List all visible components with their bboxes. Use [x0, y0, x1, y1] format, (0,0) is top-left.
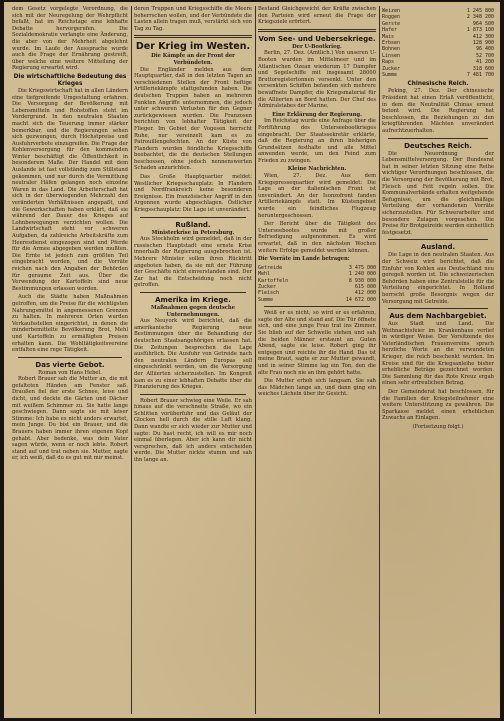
feuilleton-title: Das vierte Gebot. [35, 360, 105, 369]
newspaper-page [4, 2, 500, 718]
table-cell-label: Linsen [382, 52, 401, 59]
table-cell-value: 412 000 [354, 290, 376, 297]
table-cell-label: Erbsen [382, 40, 401, 47]
table-cell-value: 7 481 700 [466, 72, 494, 79]
section-heading: Aus dem Nachbargebiet. [389, 312, 487, 321]
table-cell-value: 96 400 [475, 46, 494, 53]
article-paragraph: Aus Stadt und Land. Die Weihnachtsfeier im Krankenhaus verlief in würdiger Weise. Der Vorsitzende des Vaterländischen Frauenvereins sprach herzliche Worte an die verwundeten Krieger, die reich beschenkt wurden. Im Kreise sind für die Kriegsanleihe bisher erhebliche Beträge gezeichnet worden. Die Sammlung für das Rote Kreuz ergab einen sehr erfreulichen Betrag. [382, 321, 494, 387]
divider [134, 35, 252, 38]
table-cell-label: Zucker [258, 284, 277, 290]
section-subheading: Die Kämpfe an der Front der Verbündeten. [151, 53, 235, 66]
article-paragraph: Weiß er es nicht, so wird er es erfahren, sagte der Alte und stand auf. Die Tür öffnete sich, und eine junge Frau trat ins Zimmer. Sie blieb auf der Schwelle stehen und sah die beiden Männer erstaunt an. Guten Abend, sagte sie leise. Robert ging ihr entgegen und reichte ihr die Hand. Das ist meine Braut, sagte er zur Mutter gewandt, und in seiner Stimme lag ein Ton, den die alte Frau noch nie an ihm gehört hatte. [258, 310, 376, 376]
article-paragraph: Die Neuordnung der Lebensmittelversorgung. Der Bundesrat hat in seiner letzten Sitzung eine Reihe wichtiger Verordnungen beschlossen, die die Versorgung der Bevölkerung mit Brot, Fleisch und Fett regeln sollen. Die Kommunalverbände erhalten weitgehende Befugnisse, um die gleichmäßige Verteilung der vorhandenen Vorräte sicherzustellen. Für Schwerarbeiter sind besondere Zulagen vorgesehen. Die Preise für Brotgetreide werden einheitlich festgesetzt. [382, 150, 494, 236]
table-cell-label: Mehl [258, 271, 271, 278]
table-cell-label: Mais [382, 33, 395, 40]
column-3 [258, 6, 376, 714]
column-rule [379, 6, 380, 714]
section-subheading: Der U-Bootkrieg. [292, 43, 342, 50]
table-cell-label: Roggen [382, 14, 401, 21]
table-cell-value: 8 930 000 [348, 277, 376, 284]
article-paragraph: Die Lage in den neutralen Staaten. Aus der Schweiz wird berichtet, daß die Einfuhr von Kohlen aus Deutschland neu geregelt worden ist. Die schweizerischen Behörden haben eine Zentralstelle für die Verteilung eingerichtet. In Holland herrscht große Besorgnis wegen der Versorgung mit Getreide. [382, 252, 494, 305]
table-cell-label: Getreide [258, 264, 283, 271]
column-4 [382, 6, 494, 714]
article-paragraph: Der Gemeinderat hat beschlossen, für die Familien der Kriegsteilnehmer eine weitere Unterstützung zu gewähren. Die Sparkasse meldet einen erheblichen Zuwachs an Einlagen. [382, 389, 494, 422]
article-paragraph: Im Reichstag wurde eine Anfrage über die Fortführung des Unterseebootkrieges eingebracht. Der Staatssekretär erklärte, daß die Regierung an ihren bisherigen Grundsätzen festhalte und alle Mittel anwenden werde, um den Feind zum Frieden zu zwingen. [258, 118, 376, 164]
article-paragraph: dem Gesetz vorgelegte Verordnung, die sich mit der Neuregelung der Wehrpflicht befaßt, hat im Reichstage eine lebhafte Debatte hervorgerufen. Die Sozialdemokratie verlangte eine Änderung, die aber von der Mehrheit abgelehnt wurde. Im Laufe der Aussprache wurde auch die Frage der Ernährung gestreift, über welche eine weitere Mitteilung der Regierung erwartet wird. [12, 6, 128, 72]
divider [388, 138, 488, 139]
statistics-table [258, 265, 376, 303]
section-heading: Chinesische Reich. [407, 81, 469, 88]
divider [388, 308, 488, 309]
table-row [258, 297, 376, 303]
article-paragraph: Robert Brauer sah die Mutter an, die mit gefalteten Händen am Fenster saß. Draußen fiel der erste Schnee, leise und dicht, und deckte die Gärten und Dächer mit weißem Schimmer zu. Sie hatte lange geschwiegen. Dann sagte sie mit leiser Stimme: Ich habe es nicht anders erwartet, mein Junge. Du bist ein Brauer, und die Brauers haben immer ihren eigenen Kopf gehabt. Aber bedenke, was dein Vater sagen würde, wenn er noch lebte. Robert stand auf und trat neben sie. Mutter, sagte er, ich weiß, daß du es gut mit mir meinst. [12, 376, 128, 462]
table-cell-value: 412 300 [472, 33, 494, 40]
table-cell-label: Gerste [382, 20, 401, 27]
table-cell-value: 3 475 000 [348, 264, 376, 271]
section-heading: Die wirtschaftliche Bedeutung des Krieges [13, 73, 127, 87]
statistics-table [382, 8, 494, 78]
table-cell-value: 128 900 [472, 40, 494, 47]
table-cell-label: Summe [382, 72, 398, 79]
divider [264, 306, 370, 307]
divider [258, 29, 376, 32]
article-paragraph: Die Kriegswirtschaft hat in allen Ländern eine tiefgreifende Umgestaltung erfahren. Die Versorgung der Bevölkerung mit Lebensmitteln und Rohstoffen steht im Vordergrund. In den neutralen Staaten macht sich die Teuerung immer stärker bemerkbar, und die Regierungen sehen sich gezwungen, durch Höchstpreise und Ausfuhrverbote einzugreifen. Die Frage der Kohlenversorgung für den kommenden Winter beschäftigt die Öffentlichkeit in besonderem Maße. Der Handel mit dem Auslande ist fast vollständig zum Stillstand gekommen, und nur durch die Vermittlung neutraler Häfen gelangen noch einzelne Waren in das Land. Die Arbeiterschaft hat sich in der überwiegenden Mehrzahl den veränderten Verhältnissen angepaßt, und die Gewerkschaften haben erklärt, daß sie während der Dauer des Krieges auf Lohnbewegungen verzichten wollen. Die Landwirtschaft steht vor schweren Aufgaben, da zahlreiche Arbeitskräfte zum Heeresdienst eingezogen sind und Pferde für die Armee abgegeben werden mußten. Die Ernte ist jedoch zum größten Teil eingebracht worden, und die Vorräte reichen nach den Angaben der Behörden für geraume Zeit aus. Über die Verwendung der Kartoffeln sind neue Bestimmungen erlassen worden. [12, 87, 128, 292]
section-subheading: Kleine Nachrichten. [287, 166, 347, 173]
article-paragraph: Die Mutter erhob sich langsam. Sie sah das Mädchen lange an, und dann ging ein weiches Lächeln über ihr Gesicht. [258, 378, 376, 398]
table-cell-value: 318 600 [472, 65, 494, 72]
table-cell-label: Weizen [382, 8, 401, 14]
table-cell-value: 2 348 200 [466, 14, 494, 21]
section-heading: Amerika im Kriege. [155, 295, 231, 304]
section-subheading: Eine Erklärung der Regierung. [272, 111, 362, 118]
article-paragraph: Peking, 27. Dez. Der chinesische Präsident hat einen Erlaß veröffentlicht, in dem die Neutralität Chinas erneut betont wird. Die Regierung hat beschlossen, die Beziehungen zu den kriegführenden Mächten unverändert aufrechtzuerhalten. [382, 88, 494, 135]
article-paragraph: Wien, 27. Dez. Aus dem Kriegspressequartier wird gemeldet: Die Lage an der italienischen Front ist unverändert. An der Isonzofront fanden Artilleriekämpfe statt. Im Küstengebiet wurde ein feindliches Flugzeug heruntergeschossen. [258, 173, 376, 219]
table-cell-value: 615 000 [354, 284, 376, 290]
article-paragraph: Aus Neuyork wird berichtet, daß die amerikanische Regierung neue Bestimmungen über die Behandlung der deutschen Staatsangehörigen erlassen hat. Die Zeitungen besprechen die Lage ausführlich. Die Ausfuhr von Getreide nach den neutralen Ländern Europas soll eingeschränkt werden, um die Versorgung der Alliierten sicherzustellen. Im Kongreß kam es zu einer lebhaften Debatte über die Finanzierung des Krieges. [134, 318, 252, 391]
divider [388, 239, 488, 240]
table-cell-label: Hafer [382, 27, 398, 34]
table-cell-value: 41 200 [475, 59, 494, 66]
section-heading: Der Krieg im Westen. [135, 41, 251, 53]
table-cell-value: 1 240 000 [348, 271, 376, 278]
table-cell-value: 14 672 000 [345, 296, 376, 303]
section-heading: Ausland. [420, 243, 456, 252]
article-paragraph: Robert Brauer schwieg eine Weile. Er sah hinaus auf die verschneite Straße, wo ein Schlitten vorüberfuhr und das Geläut der Glocken hell durch die stille Luft klang. Dann wandte er sich wieder zur Mutter und sagte: Du hast recht, ich will es mir noch einmal überlegen. Aber ich kann dir nicht versprechen, daß ich anders entscheiden werde. Die Mutter nickte stumm und sah ihn lange an. [134, 397, 252, 464]
divider [140, 217, 246, 218]
table-cell-value: 1 245 800 [466, 8, 494, 14]
column-rule [131, 6, 132, 714]
section-heading: Rußland. [175, 220, 211, 229]
table-cell-label: Zucker [382, 65, 401, 72]
divider [140, 394, 246, 395]
section-subheading: Ministerkrise in Petersburg. [151, 229, 235, 236]
article-paragraph: Aus Stockholm wird gemeldet, daß in der russischen Hauptstadt eine ernste Krise innerhalb der Regierung ausgebrochen ist. Mehrere Minister sollen ihren Rücktritt angeboten haben, da sie mit der Führung der Geschäfte nicht einverstanden sind. Der Zar hat die Entscheidung noch nicht getroffen. [134, 236, 252, 289]
feuilleton-subtitle: Roman von Hans Hebel. [38, 369, 102, 376]
table-cell-label: Bohnen [382, 46, 401, 53]
column-1 [12, 6, 128, 714]
divider [18, 357, 122, 358]
table-cell-label: Fleisch [258, 290, 280, 297]
table-cell-value: 52 700 [475, 52, 494, 59]
continuation-note: (Fortsetzung folgt.) [412, 424, 464, 430]
table-cell-label: Kartoffeln [258, 277, 289, 284]
section-subheading: Maßnahmen gegen deutsche Unternehmungen. [151, 304, 235, 318]
column-2 [134, 6, 252, 714]
article-paragraph: Auch die Städte haben Maßnahmen getroffen, um die Preise für die wichtigsten Nahrungsmittel in angemessenen Grenzen zu halten. In mehreren Orten wurden Verkaufsstellen eingerichtet, in denen die minderbemittelte Bevölkerung Brot, Mehl und Kartoffeln zu ermäßigten Preisen erhalten kann. Die Wohltätigkeitsvereine entfalten eine rege Tätigkeit. [12, 294, 128, 354]
column-rule [255, 6, 256, 714]
section-heading: Vom See- und Uebersekriege. [258, 34, 376, 43]
article-paragraph: Bestand Gleichgewicht der Kräfte zwischen den Parteien wird erneut die Frage der Kriegsziele erörtert. [258, 6, 376, 26]
article-paragraph: Die Engländer melden aus dem Hauptquartier, daß in den letzten Tagen an verschiedenen Stellen der Front heftige Artilleriekämpfe stattgefunden haben. Die deutschen Truppen haben an mehreren Punkten Angriffe unternommen, die jedoch unter schweren Verlusten für den Gegner zurückgewiesen wurden. Die Franzosen berichten von lebhafter Tätigkeit der Flieger. Im Gebiet der Vogesen herrscht Ruhe, nur vereinzelt kam es zu Patrouillengefechten. An der Küste von Flandern wurden feindliche Kriegsschiffe beobachtet, die die deutschen Stellungen beschossen, ohne jedoch nennenswerten Schaden anzurichten. [134, 66, 252, 172]
table-cell-value: 1 873 100 [466, 27, 494, 34]
article-paragraph: Das Große Hauptquartier meldet: Westlicher Kriegsschauplatz: In Flandern und Nordfrankreich keine besonderen Ereignisse. Ein französischer Angriff in den Argonnen wurde abgeschlagen. Östlicher Kriegsschauplatz: Die Lage ist unverändert. [134, 174, 252, 214]
divider [140, 292, 246, 293]
table-caption: Die Vorräte im Lande betragen: [258, 256, 350, 263]
section-heading: Deutsches Reich. [404, 141, 472, 150]
table-cell-label: Raps [382, 59, 395, 66]
table-row [382, 72, 494, 78]
article-paragraph: Berlin, 27. Dez. (Amtlich.) Von unseren U-Booten wurden im Mittelmeer und im Atlantischen Ozean wiederum 17 Dampfer und Segelschiffe mit insgesamt 28000 Bruttoregistertonnen versenkt. Unter den versenkten Schiffen befanden sich mehrere bewaffnete Dampfer, die Kriegsmaterial für die Alliierten an Bord hatten. Der Chef des Admiralstabes der Marine. [258, 50, 376, 110]
table-cell-label: Summe [258, 296, 274, 303]
article-paragraph: Der Bericht über die Tätigkeit des Unterseebootes wurde mit großer Befriedigung aufgenommen. Es wird erwartet, daß in den nächsten Wochen weitere Erfolge gemeldet werden können. [258, 221, 376, 254]
table-cell-value: 964 500 [472, 20, 494, 27]
article-paragraph: deren Truppen und Kriegsschiffe die Meere beherrschen wollen, und der Verbündete die Lasten allein tragen muß, verstärkt sich von Tag zu Tag. [134, 6, 252, 32]
